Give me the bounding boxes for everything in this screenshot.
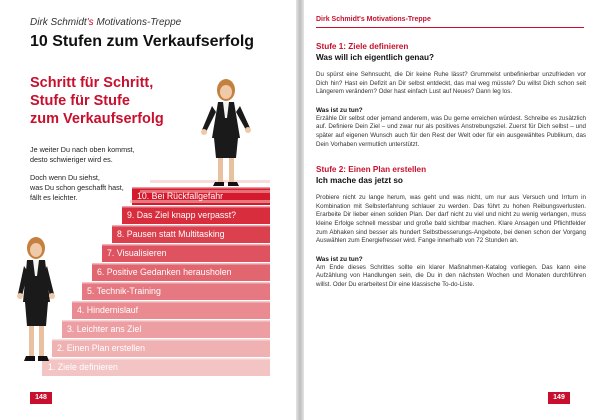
stair-step-edge <box>42 358 270 360</box>
stair-step-edge <box>52 339 270 341</box>
stair-step-edge <box>102 244 270 246</box>
stair-step-edge <box>72 301 270 303</box>
businesswoman-bottom-illustration <box>14 236 60 366</box>
section-1-paragraph: Du spürst eine Sehnsucht, die Dir keine Ruhe lässt? Grummelst unbefinierbar unzufrieden vor Dich hin? Hast ein Defizit an Dir selbst entdeckt, das mal weg müsste? Du willst Dich schon seit Längerem verändern? Oder hast einfach Lust auf Neues? Dann leg los. <box>316 71 586 96</box>
section-2-title: Stufe 2: Einen Plan erstellen <box>316 165 427 175</box>
motto-line: was Du schon geschafft hast, <box>30 183 124 192</box>
step-label-10: 10. Bei Rückfallgefahr <box>137 191 224 201</box>
section-1-answer: Erzähle Dir selbst oder jemand anderem, was Du gerne erreichen würdest. Schreibe es zusätzlich auf. Definiere Dein Ziel – und zwar nur als positives Anstrebungsziel. Zuerst für Dich selbst – und später auf eigenen Wunsch auch für den Rest der Welt oder für ein ausgewähltes Publikum, das Dein Vorhaben vermutlich unterstützt. <box>316 114 586 148</box>
section-1-title: Stufe 1: Ziele definieren <box>316 42 409 51</box>
kicker-author: Dirk Schmidt <box>30 17 87 28</box>
motto-line: Je weiter Du nach oben kommst, <box>30 145 135 154</box>
stair-step-edge <box>92 263 270 265</box>
section-2-paragraph: Probiere nicht zu lange herum, was geht und was nicht, um nur aus Versuch und Irrtum in Kombination mit Selbsterfahrung schlauer zu werden. Das führt zu hohen Reibungsverlusten. Erarbeite Dir lieber einen soliden Plan. Der darf nicht zu viel und nicht zu wenig verlangen, muss kleine Erfolge schnell messbar und große bald sichtbar machen. Klare Ansagen und Pflichtfelder zum Abhaken sind besser als hundert Selbstbesserungs-Angebote, bei denen schon der Vorgang Auswählen zum Energiefresser wird. Fange innerhalb von 72 Stunden an. <box>316 194 586 245</box>
step-label-3: 3. Leichter ans Ziel <box>67 324 142 334</box>
motto-line: Doch wenn Du siehst, <box>30 173 100 182</box>
kicker-rest: Motivations-Treppe <box>93 17 182 28</box>
left-page <box>0 0 296 420</box>
step-label-7: 7. Visualisieren <box>107 248 167 258</box>
right-content <box>316 41 586 299</box>
businesswoman-top-illustration <box>196 78 256 190</box>
section-2-subtitle: Ich mache das jetzt so <box>316 176 403 186</box>
page-number-right: 149 <box>548 392 570 404</box>
stair-step-edge <box>82 282 270 284</box>
step-label-4: 4. Hindernislauf <box>77 305 139 315</box>
step-label-2: 2. Einen Plan erstellen <box>57 343 146 353</box>
step-label-1: 1. Ziele definieren <box>48 362 118 372</box>
motto-line: fällt es leichter. <box>30 193 78 202</box>
header-divider <box>316 27 584 28</box>
slogan-line: Stufe für Stufe <box>30 93 130 109</box>
section-2-answer: Am Ende dieses Schrittes sollte ein klarer Maßnahmen-Katalog vorliegen. Das kann eine Aufzählung von Handlungen sein, die Du in den nächsten Wochen und Monaten durchführen willst. Oder Du erarbeitest Dir eine klassische To-do-Liste. <box>316 263 586 288</box>
section-2-question: Was ist zu tun? <box>316 255 363 263</box>
step-label-9: 9. Das Ziel knapp verpasst? <box>127 210 237 220</box>
slogan-line: zum Verkaufserfolg <box>30 111 164 127</box>
step-label-5: 5. Technik-Training <box>87 286 161 296</box>
motto-line: desto schwieriger wird es. <box>30 155 113 164</box>
slogan-line: Schritt für Schritt, <box>30 75 154 91</box>
book-gutter <box>296 0 304 420</box>
stair-step-edge <box>112 225 270 227</box>
section-1-question: Was ist zu tun? <box>316 106 363 114</box>
left-title: 10 Stufen zum Verkaufserfolg <box>30 33 255 50</box>
right-page <box>304 0 600 420</box>
step-label-8: 8. Pausen statt Multitasking <box>117 229 225 239</box>
running-header: Dirk Schmidt's Motivations-Treppe <box>316 16 431 23</box>
stair-step-edge <box>62 320 270 322</box>
page-number-left: 148 <box>30 392 52 404</box>
stair-step-edge <box>122 206 270 208</box>
section-1-subtitle: Was will ich eigentlich genau? <box>316 53 434 62</box>
kicker-accent: 's <box>86 17 94 28</box>
step-label-6: 6. Positive Gedanken herausholen <box>97 267 232 277</box>
